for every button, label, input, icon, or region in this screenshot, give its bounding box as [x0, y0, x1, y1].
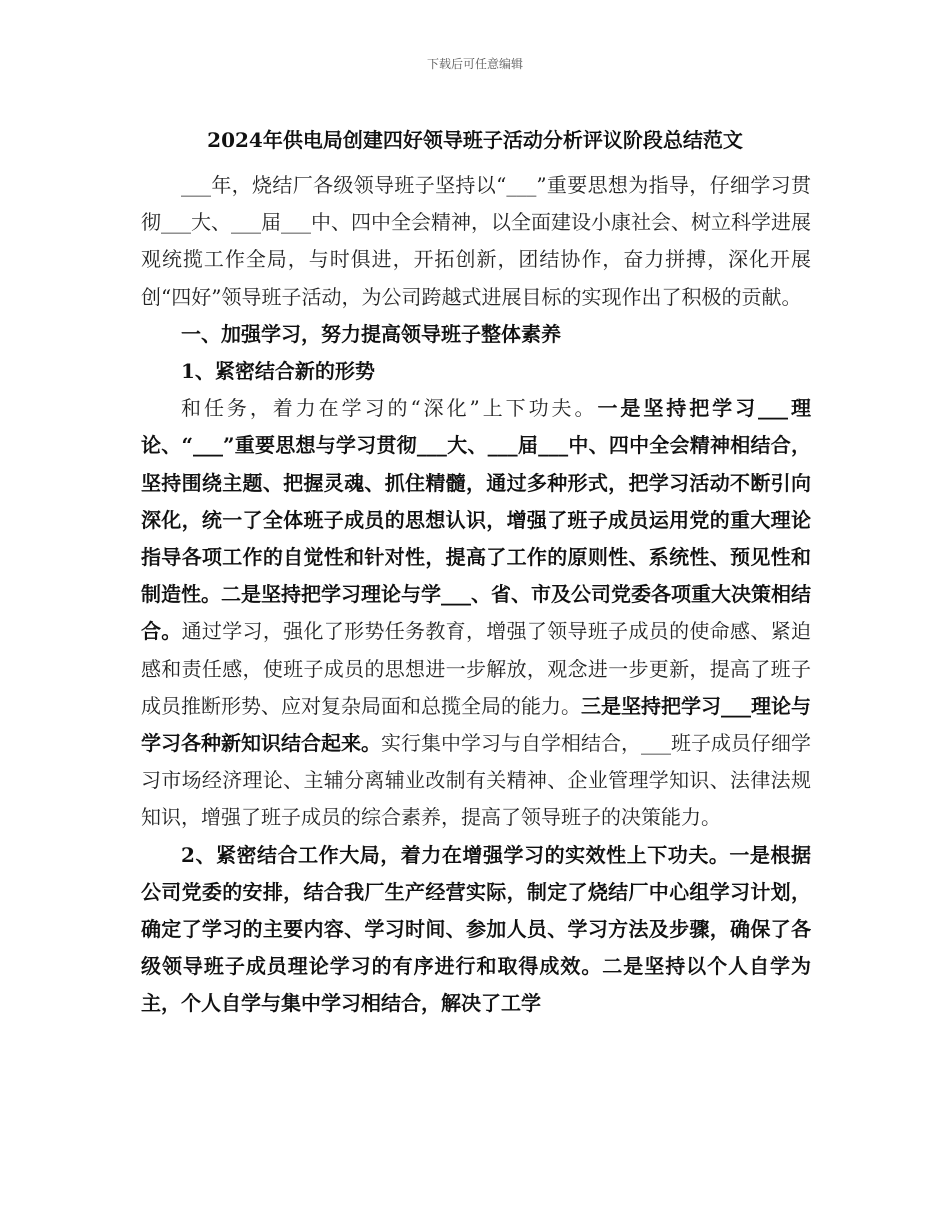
- sub1-text-2: 通过学习，强化了形势任务教育，增强了领导班子成员的使命感、紧迫感和责任感，使班子成员的思想进一步解放，观念进一步更新，提高了班子成员推断形势、应对复杂局面和总揽全局的能力。: [141, 619, 811, 718]
- sub1-text-3: 实行集中学习与自学相结合，___班子成员仔细学习市场经济理论、主辅分离辅业改制有关精神、企业管理学知识、法律法规知识，增强了班子成员的综合素养，提高了领导班子的决策能力。: [141, 731, 811, 830]
- document-body: [141, 167, 811, 1023]
- sub1-bold-2: 三是坚持把学习___理论与学习各种新知识结合起来。: [141, 693, 811, 756]
- subsection-1-paragraph: [141, 390, 811, 836]
- section-1-heading: 一、加强学习，努力提高领导班子整体素养: [181, 321, 561, 346]
- intro-paragraph: ___年，烧结厂各级领导班子坚持以“___”重要思想为指导，仔细学习贯彻___大、___届___中、四中全会精神，以全面建设小康社会、树立科学进展观统揽工作全局，与时俱进，开拓创新，团结协作，奋力拼搏，深化开展创“四好”领导班子活动，为公司跨越式进展目标的实现作出了积极的贡献。: [141, 173, 811, 309]
- subsection-1-heading: 1、紧密结合新的形势: [181, 359, 375, 384]
- sub1-bold-1: 一是坚持把学习___理论、“___”重要思想与学习贯彻___大、___届___中、四中全会精神相结合，坚持围绕主题、把握灵魂、抓住精髓，通过多种形式，把学习活动不断引向深化，统一了全体班子成员的思想认识，增强了班子成员运用党的重大理论指导各项工作的自觉性和针对性，提高了工作的原则性、系统性、预见性和制造性。二是坚持把学习理论与学___、省、市及公司党委各项重大决策相结合。: [141, 396, 812, 644]
- sub1-text-1: 和任务，着力在学习的“深化”上下功夫。: [181, 396, 598, 421]
- page-header: 下载后可任意编辑: [426, 57, 523, 71]
- subsection-2-paragraph: 2、紧密结合工作大局，着力在增强学习的实效性上下功夫。一是根据公司党委的安排，结合我厂生产经营实际，制定了烧结厂中心组学习计划，确定了学习的主要内容、学习时间、参加人员、学习方法及步骤，确保了各级领导班子成员理论学习的有序进行和取得成效。二是坚持以个人自学为主，个人自学与集中学习相结合，解决了工学: [141, 842, 811, 1016]
- document-title: 2024年供电局创建四好领导班子活动分析评议阶段总结范文: [207, 128, 743, 152]
